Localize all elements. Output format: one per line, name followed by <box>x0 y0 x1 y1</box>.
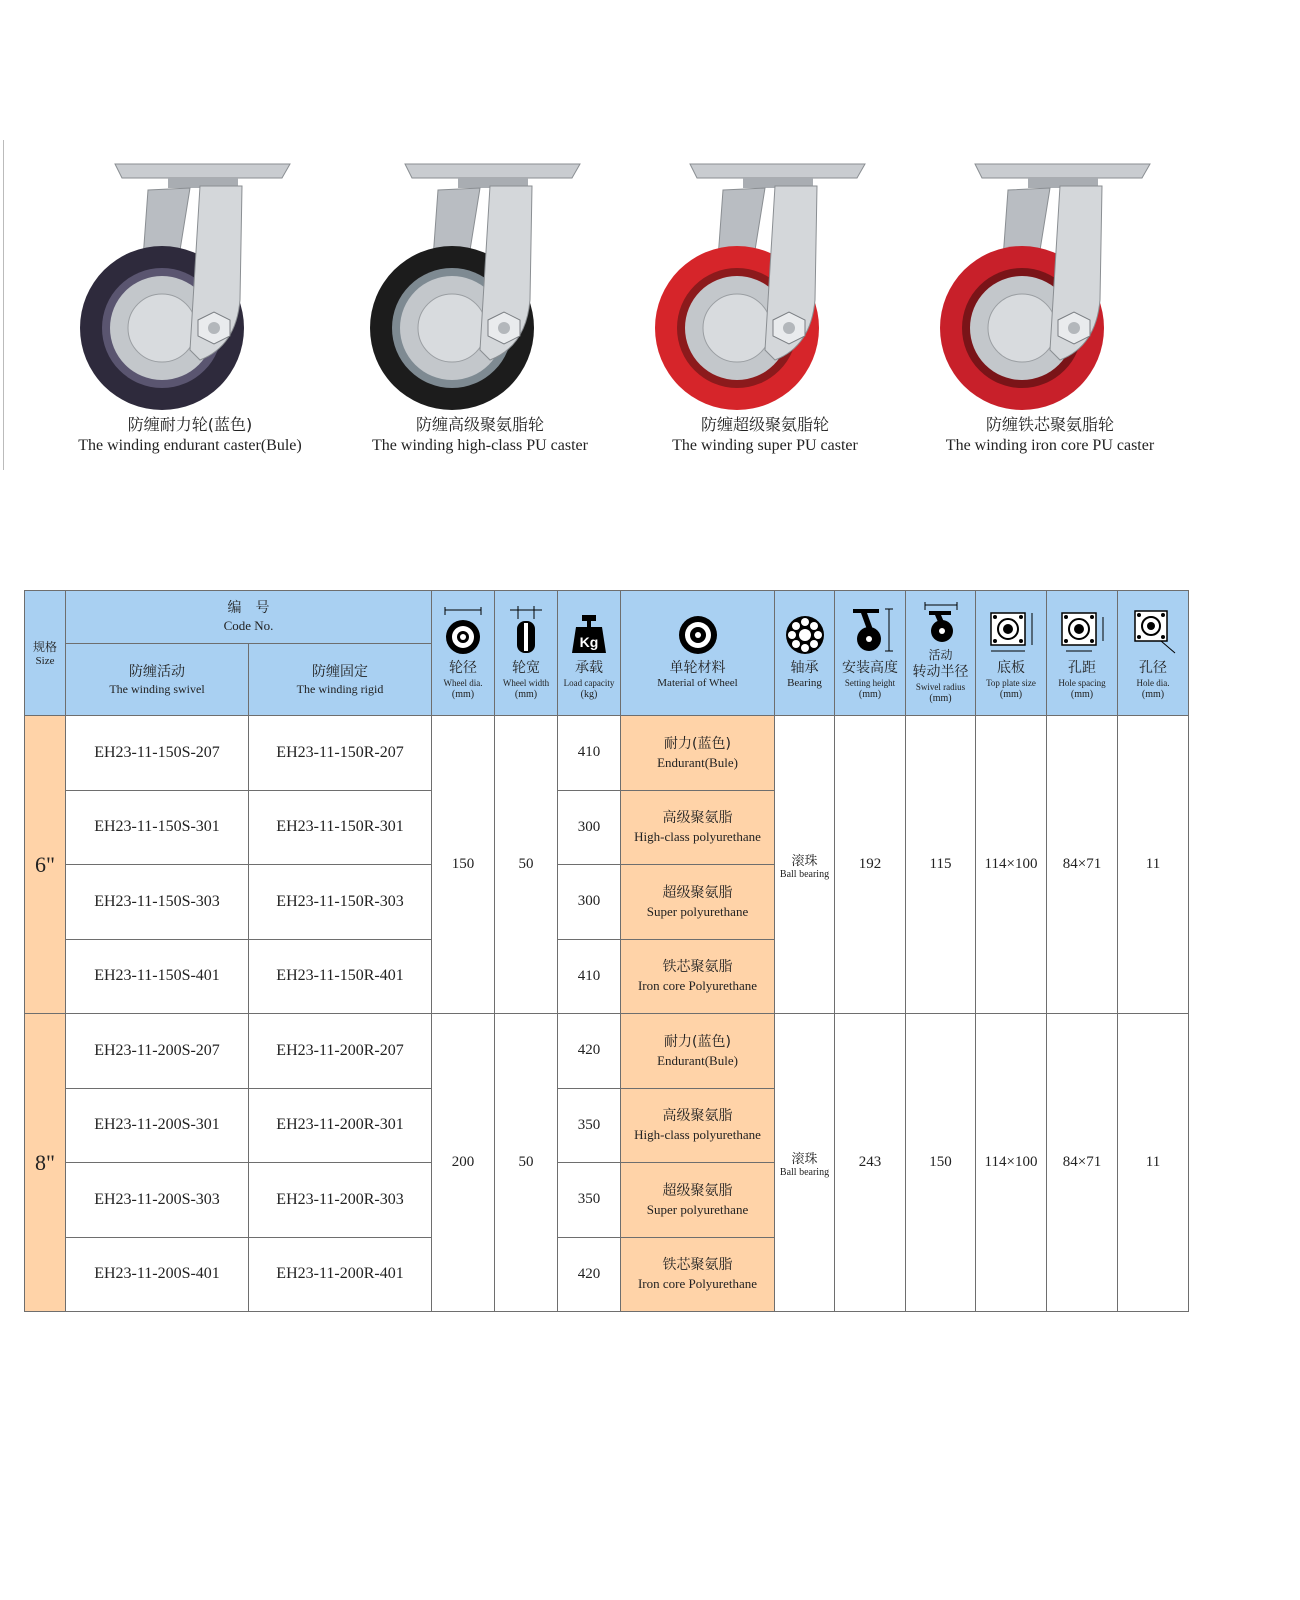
top-plate-icon <box>983 605 1039 657</box>
size-cell: 6" <box>25 716 66 1014</box>
header-top-plate-unit: (mm) <box>999 689 1023 700</box>
wheel-width-cell: 50 <box>495 716 558 1014</box>
header-wheel-dia <box>432 591 495 716</box>
rigid-code-cell: EH23-11-150R-207 <box>249 716 432 791</box>
header-setting-height <box>835 591 906 716</box>
swivel-code-cell: EH23-11-150S-303 <box>66 865 249 940</box>
swivel-radius-cell: 150 <box>906 1014 976 1312</box>
header-swivel-radius <box>906 591 976 716</box>
caster-name-zh: 防缠铁芯聚氨脂轮 <box>985 415 1114 434</box>
swivel-code-cell: EH23-11-150S-301 <box>66 790 249 865</box>
header-size-zh: 规格 <box>32 639 57 654</box>
hole-spacing-cell: 84×71 <box>1047 716 1118 1014</box>
header-hole-spacing-en: Hole spacing <box>1058 678 1106 688</box>
load-cell: 300 <box>558 790 621 865</box>
bearing-en: Ball bearing <box>779 868 830 880</box>
header-swivel-radius-en: Swivel radius <box>915 682 966 692</box>
header-load <box>558 591 621 716</box>
material-zh: 耐力(蓝色) <box>664 1033 731 1050</box>
header-swivel-en: The winding swivel <box>109 681 205 696</box>
caster-image <box>615 150 915 410</box>
header-swivel <box>66 644 249 716</box>
table-row <box>25 716 1189 791</box>
caster-image <box>40 150 340 410</box>
header-size <box>25 591 66 716</box>
material-zh: 铁芯聚氨脂 <box>662 959 733 976</box>
load-cell: 350 <box>558 1163 621 1238</box>
material-zh: 高级聚氨脂 <box>662 1108 733 1125</box>
bearing-zh: 滚珠 <box>791 853 818 869</box>
header-swivel-zh: 防缠活动 <box>129 663 185 680</box>
header-hole-dia-unit: (mm) <box>1141 689 1165 700</box>
header-load-zh: 承载 <box>575 660 603 676</box>
rigid-code-cell: EH23-11-150R-401 <box>249 939 432 1014</box>
load-cell: 350 <box>558 1088 621 1163</box>
header-setting-height-en: Setting height <box>844 678 896 688</box>
bearing-cell <box>775 716 835 1014</box>
table-row <box>25 1014 1189 1089</box>
header-wheel-width-en: Wheel width <box>502 678 550 688</box>
header-swivel-radius-zh2: 转动半径 <box>912 664 969 680</box>
material-zh: 超级聚氨脂 <box>662 1182 733 1199</box>
bearing-cell <box>775 1014 835 1312</box>
caster-name-en: The winding high-class PU caster <box>372 437 588 454</box>
left-border-line <box>3 140 4 470</box>
hole-dia-cell: 11 <box>1118 716 1189 1014</box>
setting-height-cell: 243 <box>835 1014 906 1312</box>
header-wheel-width-zh: 轮宽 <box>512 660 540 676</box>
header-hole-spacing-zh: 孔距 <box>1068 660 1096 676</box>
hole-dia-cell: 11 <box>1118 1014 1189 1312</box>
material-cell <box>621 716 775 791</box>
material-en: Iron core Polyurethane <box>637 978 758 994</box>
top-plate-cell: 114×100 <box>976 1014 1047 1312</box>
material-cell <box>621 939 775 1014</box>
header-hole-dia-zh: 孔径 <box>1139 660 1167 676</box>
rigid-code-cell: EH23-11-200R-303 <box>249 1163 432 1238</box>
rigid-code-cell: EH23-11-150R-303 <box>249 865 432 940</box>
hole-spacing-cell: 84×71 <box>1047 1014 1118 1312</box>
material-zh: 耐力(蓝色) <box>664 735 731 752</box>
swivel-code-cell: EH23-11-200S-303 <box>66 1163 249 1238</box>
header-rigid-zh: 防缠固定 <box>312 663 368 680</box>
caster-card <box>40 150 340 470</box>
header-code-en: Code No. <box>223 618 274 633</box>
material-cell <box>621 1163 775 1238</box>
header-material-zh: 单轮材料 <box>669 660 726 676</box>
header-material <box>621 591 775 716</box>
header-size-en: Size <box>35 654 55 667</box>
rigid-code-cell: EH23-11-200R-401 <box>249 1237 432 1312</box>
caster-image <box>330 150 630 410</box>
material-zh: 铁芯聚氨脂 <box>662 1257 733 1274</box>
header-hole-spacing <box>1047 591 1118 716</box>
setting-height-cell: 192 <box>835 716 906 1014</box>
header-bearing <box>775 591 835 716</box>
material-en: Super polyurethane <box>646 903 749 919</box>
rigid-code-cell: EH23-11-200R-207 <box>249 1014 432 1089</box>
header-setting-height-zh: 安装高度 <box>842 660 898 676</box>
hole-spacing-icon <box>1054 605 1110 657</box>
top-plate-cell: 114×100 <box>976 716 1047 1014</box>
material-cell <box>621 1014 775 1089</box>
swivel-code-cell: EH23-11-200S-301 <box>66 1088 249 1163</box>
material-en: Endurant(Bule) <box>657 1052 738 1068</box>
material-zh: 高级聚氨脂 <box>662 810 733 827</box>
material-cell <box>621 1237 775 1312</box>
material-cell <box>621 865 775 940</box>
material-en: Super polyurethane <box>646 1201 749 1217</box>
header-setting-height-unit: (mm) <box>858 689 882 700</box>
swivel-radius-cell: 115 <box>906 716 976 1014</box>
material-en: Endurant(Bule) <box>657 754 738 770</box>
header-swivel-radius-unit: (mm) <box>929 693 952 704</box>
header-hole-dia-en: Hole dia. <box>1136 678 1170 688</box>
wheel-width-icon <box>504 605 548 657</box>
header-swivel-radius-zh1: 活动 <box>928 648 953 662</box>
material-en: High-class polyurethane <box>634 1127 761 1143</box>
material-cell <box>621 790 775 865</box>
svg-text:Kg: Kg <box>579 634 599 650</box>
header-wheel-dia-unit: (mm) <box>451 689 475 700</box>
hole-diameter-icon <box>1125 605 1181 657</box>
wheel-width-cell: 50 <box>495 1014 558 1312</box>
material-en: High-class polyurethane <box>634 829 761 845</box>
spec-table <box>24 590 1189 1312</box>
header-hole-spacing-unit: (mm) <box>1070 689 1094 700</box>
header-code <box>66 591 432 644</box>
caster-gallery <box>40 150 1220 470</box>
wheel-dia-cell: 200 <box>432 1014 495 1312</box>
header-load-unit: (kg) <box>580 689 598 700</box>
caster-card <box>615 150 915 470</box>
rigid-code-cell: EH23-11-200R-301 <box>249 1088 432 1163</box>
bearing-zh: 滚珠 <box>791 1151 818 1167</box>
swivel-code-cell: EH23-11-150S-401 <box>66 939 249 1014</box>
caster-card <box>900 150 1200 470</box>
size-cell: 8" <box>25 1014 66 1312</box>
caster-name-zh: 防缠高级聚氨脂轮 <box>415 415 544 434</box>
weight-icon <box>567 605 611 657</box>
header-wheel-dia-zh: 轮径 <box>449 660 477 676</box>
header-wheel-dia-en: Wheel dia. <box>443 678 483 688</box>
header-code-zh: 编 号 <box>227 600 270 616</box>
setting-height-icon <box>845 605 895 657</box>
load-cell: 300 <box>558 865 621 940</box>
header-rigid <box>249 644 432 716</box>
header-top-plate-en: Top plate size <box>986 678 1036 688</box>
caster-name-en: The winding iron core PU caster <box>945 437 1155 454</box>
header-bearing-en: Bearing <box>787 677 822 689</box>
swivel-code-cell: EH23-11-150S-207 <box>66 716 249 791</box>
header-material-en: Material of Wheel <box>657 677 738 689</box>
load-cell: 420 <box>558 1014 621 1089</box>
wheel-diameter-icon <box>441 605 485 657</box>
header-rigid-en: The winding rigid <box>296 681 384 696</box>
caster-name-zh: 防缠超级聚氨脂轮 <box>700 415 829 434</box>
header-wheel-width <box>495 591 558 716</box>
load-cell: 420 <box>558 1237 621 1312</box>
header-bearing-zh: 轴承 <box>790 660 819 676</box>
swivel-code-cell: EH23-11-200S-207 <box>66 1014 249 1089</box>
wheel-material-icon <box>676 605 720 657</box>
material-en: Iron core Polyurethane <box>637 1276 758 1292</box>
wheel-dia-cell: 150 <box>432 716 495 1014</box>
caster-name-zh: 防缠耐力轮(蓝色) <box>127 415 253 434</box>
ball-bearing-icon <box>783 605 827 657</box>
header-top-plate <box>976 591 1047 716</box>
load-cell: 410 <box>558 716 621 791</box>
caster-image <box>900 150 1200 410</box>
caster-card <box>330 150 630 470</box>
load-cell: 410 <box>558 939 621 1014</box>
material-cell <box>621 1088 775 1163</box>
caster-name-en: The winding endurant caster(Bule) <box>78 437 302 454</box>
bearing-en: Ball bearing <box>779 1166 830 1178</box>
swivel-radius-icon <box>919 601 963 645</box>
header-load-en: Load capacity <box>563 678 615 688</box>
material-zh: 超级聚氨脂 <box>662 884 733 901</box>
header-hole-dia <box>1118 591 1189 716</box>
caster-name-en: The winding super PU caster <box>672 437 858 454</box>
rigid-code-cell: EH23-11-150R-301 <box>249 790 432 865</box>
swivel-code-cell: EH23-11-200S-401 <box>66 1237 249 1312</box>
header-wheel-width-unit: (mm) <box>514 689 538 700</box>
header-top-plate-zh: 底板 <box>997 660 1025 676</box>
